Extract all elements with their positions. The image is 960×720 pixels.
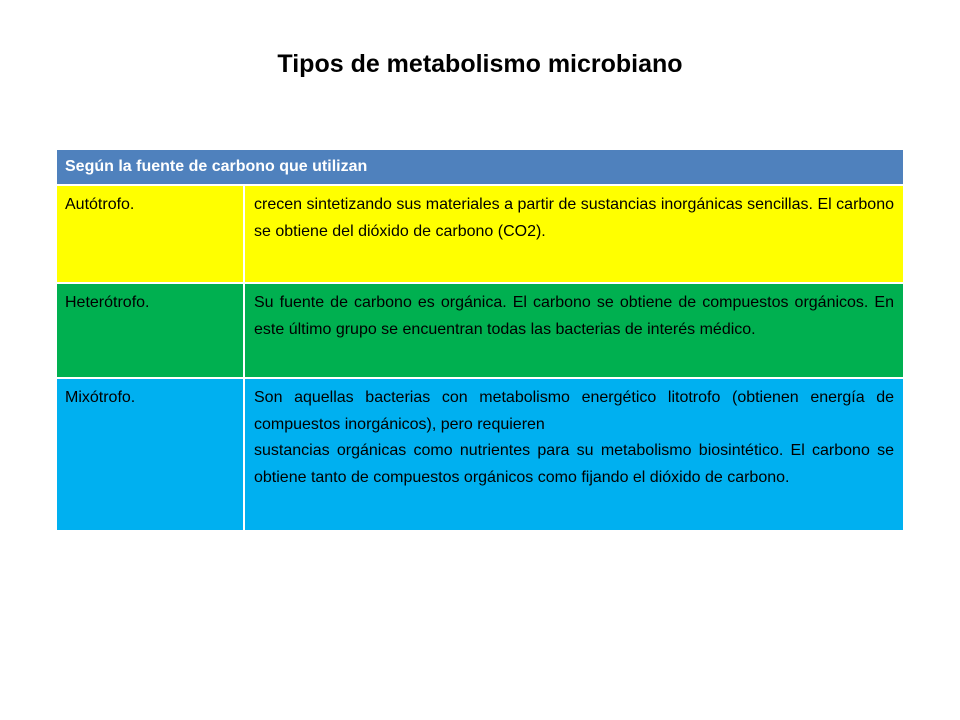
row-description: crecen sintetizando sus materiales a partir de sustancias inorgánicas sencillas. El carbono se obtiene del dióxido de carbono (CO2). — [254, 196, 894, 240]
metabolism-table — [57, 150, 903, 530]
row-label: Heterótrofo. — [57, 284, 245, 377]
table-header: Según la fuente de carbono que utilizan — [57, 150, 903, 186]
row-description-part1: Son aquellas bacterias con metabolismo energético litotrofo (obtienen energía de compuestos inorgánicos), pero requieren — [254, 389, 894, 433]
table-row-autotrofo — [57, 186, 903, 284]
page-title: Tipos de metabolismo microbiano — [277, 50, 683, 78]
table-row-mixotrofo — [57, 379, 903, 530]
row-label: Autótrofo. — [57, 186, 245, 282]
row-description-part2: sustancias orgánicas como nutrientes para su metabolismo biosintético. El carbono se obtiene tanto de compuestos orgánicos como fijando el dióxido de carbono. — [254, 442, 894, 486]
table-row-heterotrofo — [57, 284, 903, 379]
row-label: Mixótrofo. — [57, 379, 245, 530]
row-description — [245, 379, 903, 530]
row-description: Su fuente de carbono es orgánica. El carbono se obtiene de compuestos orgánicos. En este último grupo se encuentran todas las bacterias de interés médico. — [254, 294, 894, 338]
